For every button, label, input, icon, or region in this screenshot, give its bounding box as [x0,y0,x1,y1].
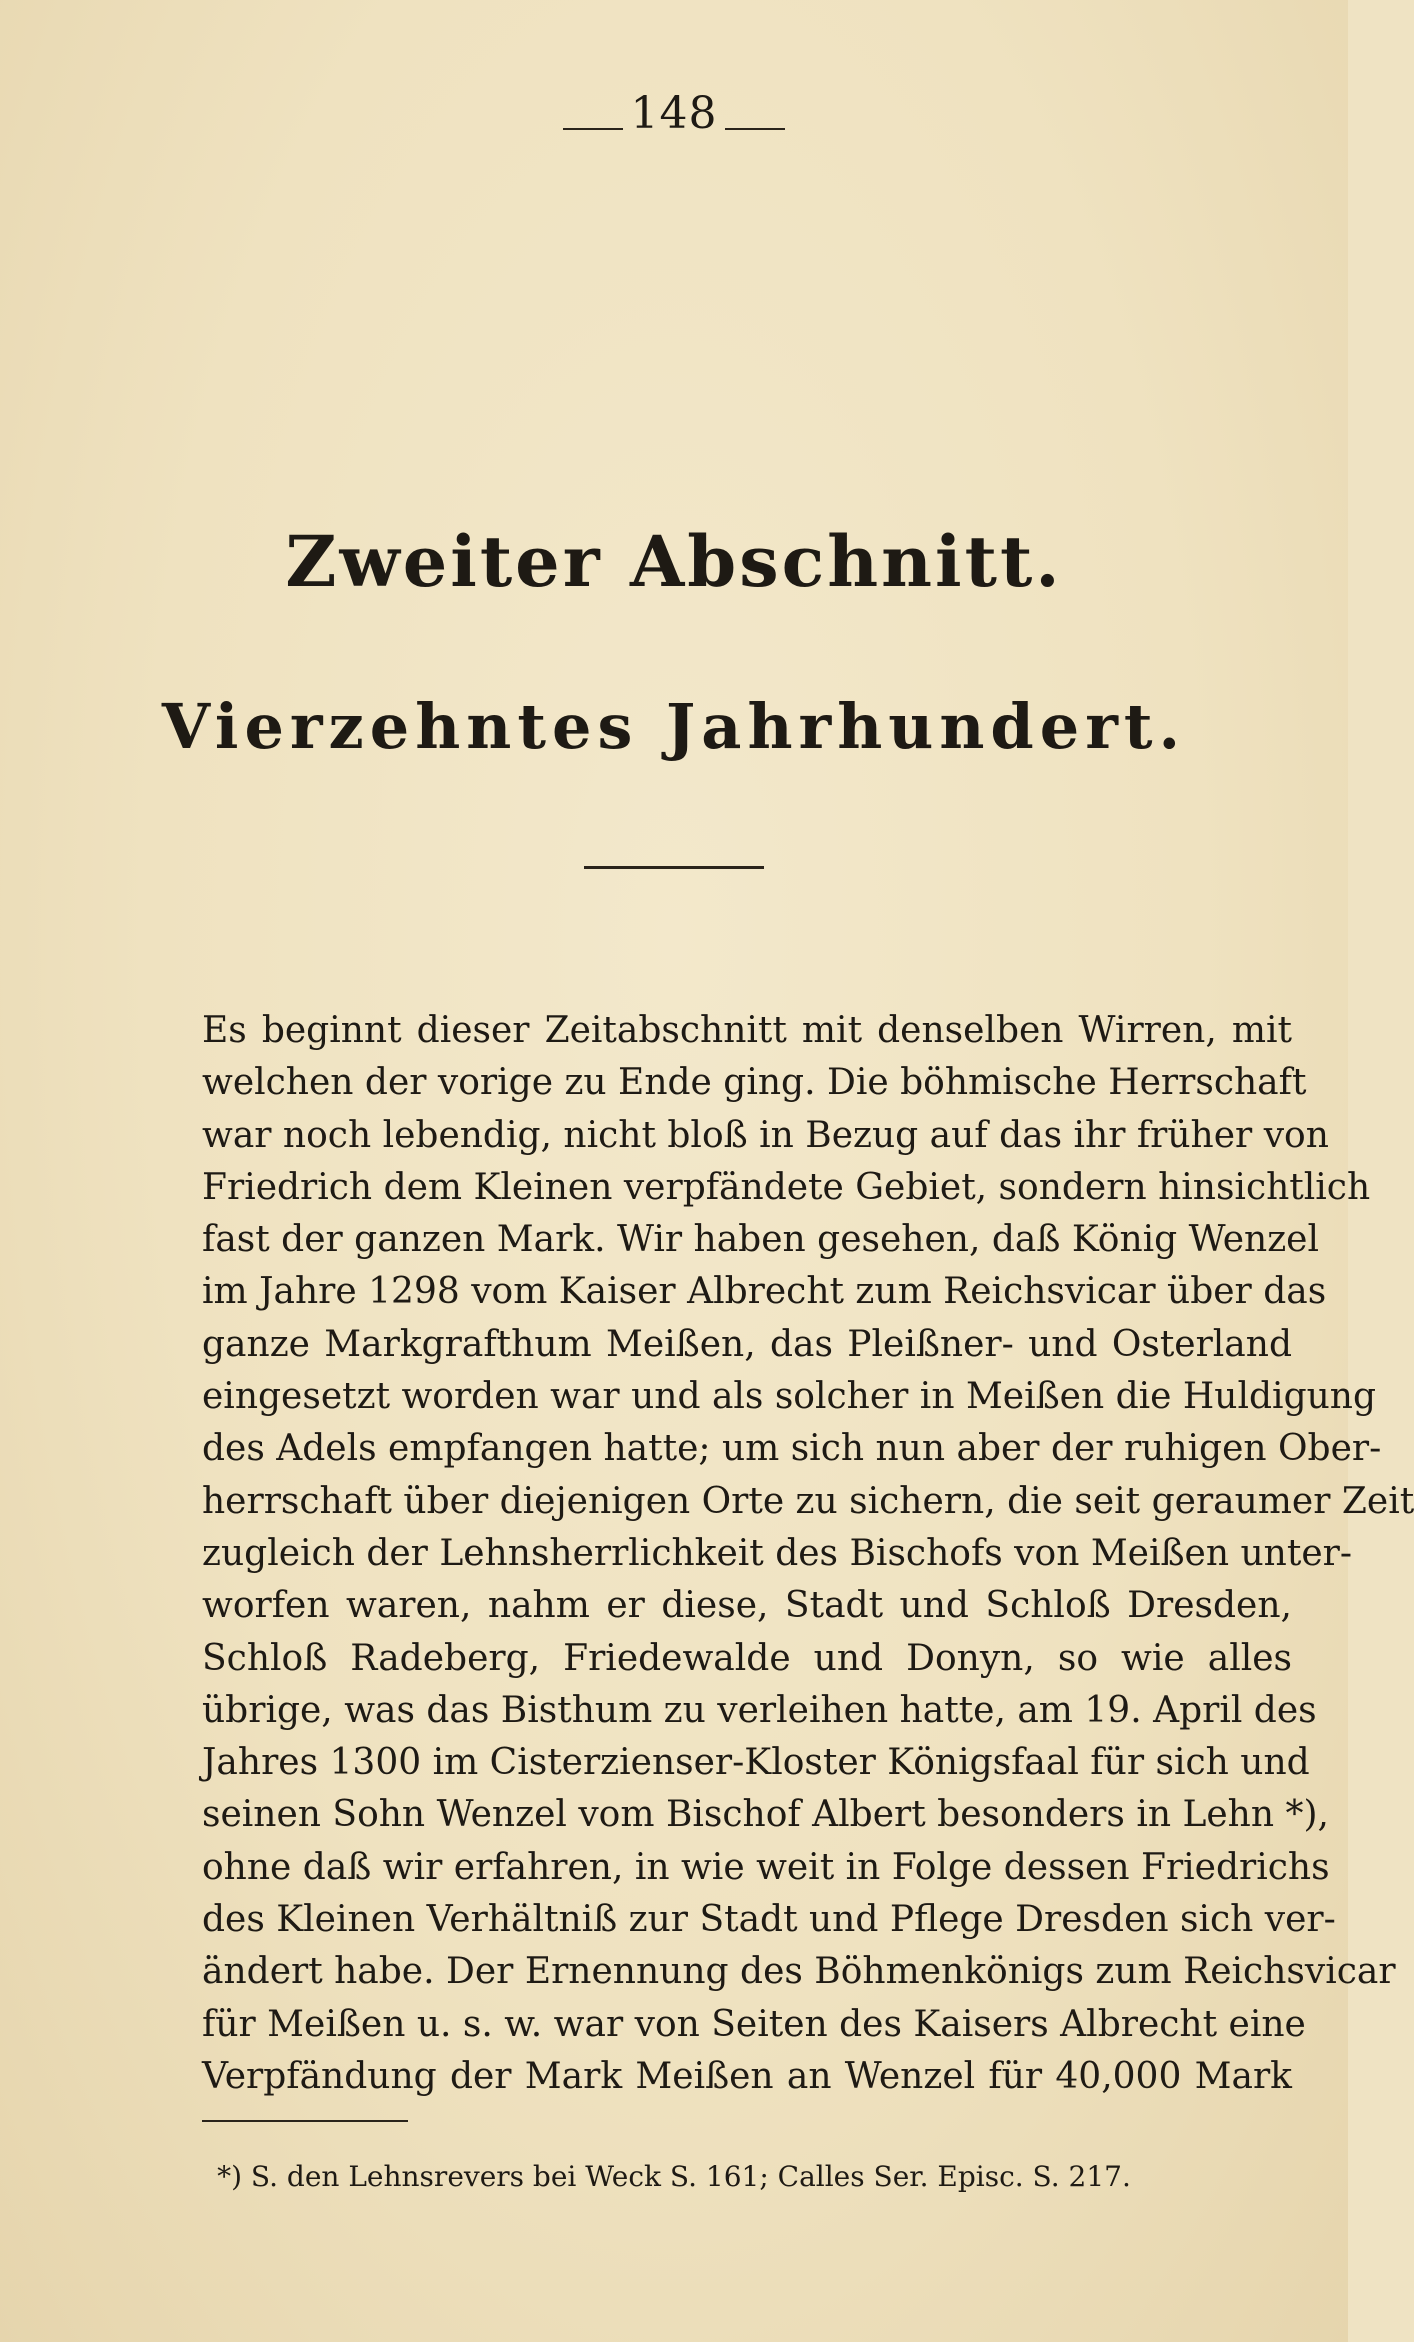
body-paragraph [202,1005,1414,2103]
body-line: Jahres 1300 im Cisterzienser-Kloster Königsfaal für sich und [202,1742,1310,1784]
body-line: war noch lebendig, nicht bloß in Bezug auf das ihr früher von [202,1114,1329,1156]
body-line: Schloß Radeberg, Friedewalde und Donyn, so wie alles [202,1637,1292,1679]
body-line: ohne daß wir erfahren, in wie weit in Folge dessen Friedrichs [202,1846,1330,1888]
section-title: Zweiter Abschnitt. [285,520,1063,603]
body-line: des Adels empfangen hatte; um sich nun aber der ruhigen Ober- [202,1428,1382,1470]
title-divider [584,866,764,869]
body-line: des Kleinen Verhältniß zur Stadt und Pflege Dresden sich ver- [202,1899,1336,1941]
body-line: eingesetzt worden war und als solcher in Meißen die Huldigung [202,1376,1377,1418]
body-line: fast der ganzen Mark. Wir haben gesehen, daß König Wenzel [202,1219,1319,1261]
body-line: für Meißen u. s. w. war von Seiten des Kaisers Albrecht eine [202,2003,1306,2045]
page-number-header [0,88,1348,139]
body-line: welchen der vorige zu Ende ging. Die böhmische Herrschaft [202,1062,1307,1104]
section-subtitle: Vierzehntes Jahrhundert. [161,690,1187,763]
body-line: herrschaft über diejenigen Orte zu sichern, die seit geraumer Zeit [202,1480,1414,1522]
body-line: Es beginnt dieser Zeitabschnitt mit denselben Wirren, mit [202,1010,1292,1051]
header-dash-right [725,128,785,130]
footnote: *) S. den Lehnsrevers bei Weck S. 161; Calles Ser. Episc. S. 217. [217,2160,1131,2193]
body-line: ganze Markgrafthum Meißen, das Pleißner- und Osterland [202,1323,1292,1365]
body-line: worfen waren, nahm er diese, Stadt und Schloß Dresden, [202,1585,1292,1627]
body-line: seinen Sohn Wenzel vom Bischof Albert besonders in Lehn *), [202,1794,1329,1836]
page-number: 148 [630,88,718,139]
body-line: Verpfändung der Mark Meißen an Wenzel für 40,000 Mark [202,2055,1292,2097]
body-line: Friedrich dem Kleinen verpfändete Gebiet, sondern hinsichtlich [202,1166,1371,1208]
body-line: übrige, was das Bisthum zu verleihen hatte, am 19. April des [202,1689,1317,1731]
body-line: zugleich der Lehnsherrlichkeit des Bischofs von Meißen unter- [202,1532,1352,1574]
header-dash-left [563,128,623,130]
body-line: im Jahre 1298 vom Kaiser Albrecht zum Reichsvicar über das [202,1271,1327,1313]
footnote-divider [202,2120,408,2122]
body-line: ändert habe. Der Ernennung des Böhmenkönigs zum Reichsvicar [202,1951,1396,1993]
